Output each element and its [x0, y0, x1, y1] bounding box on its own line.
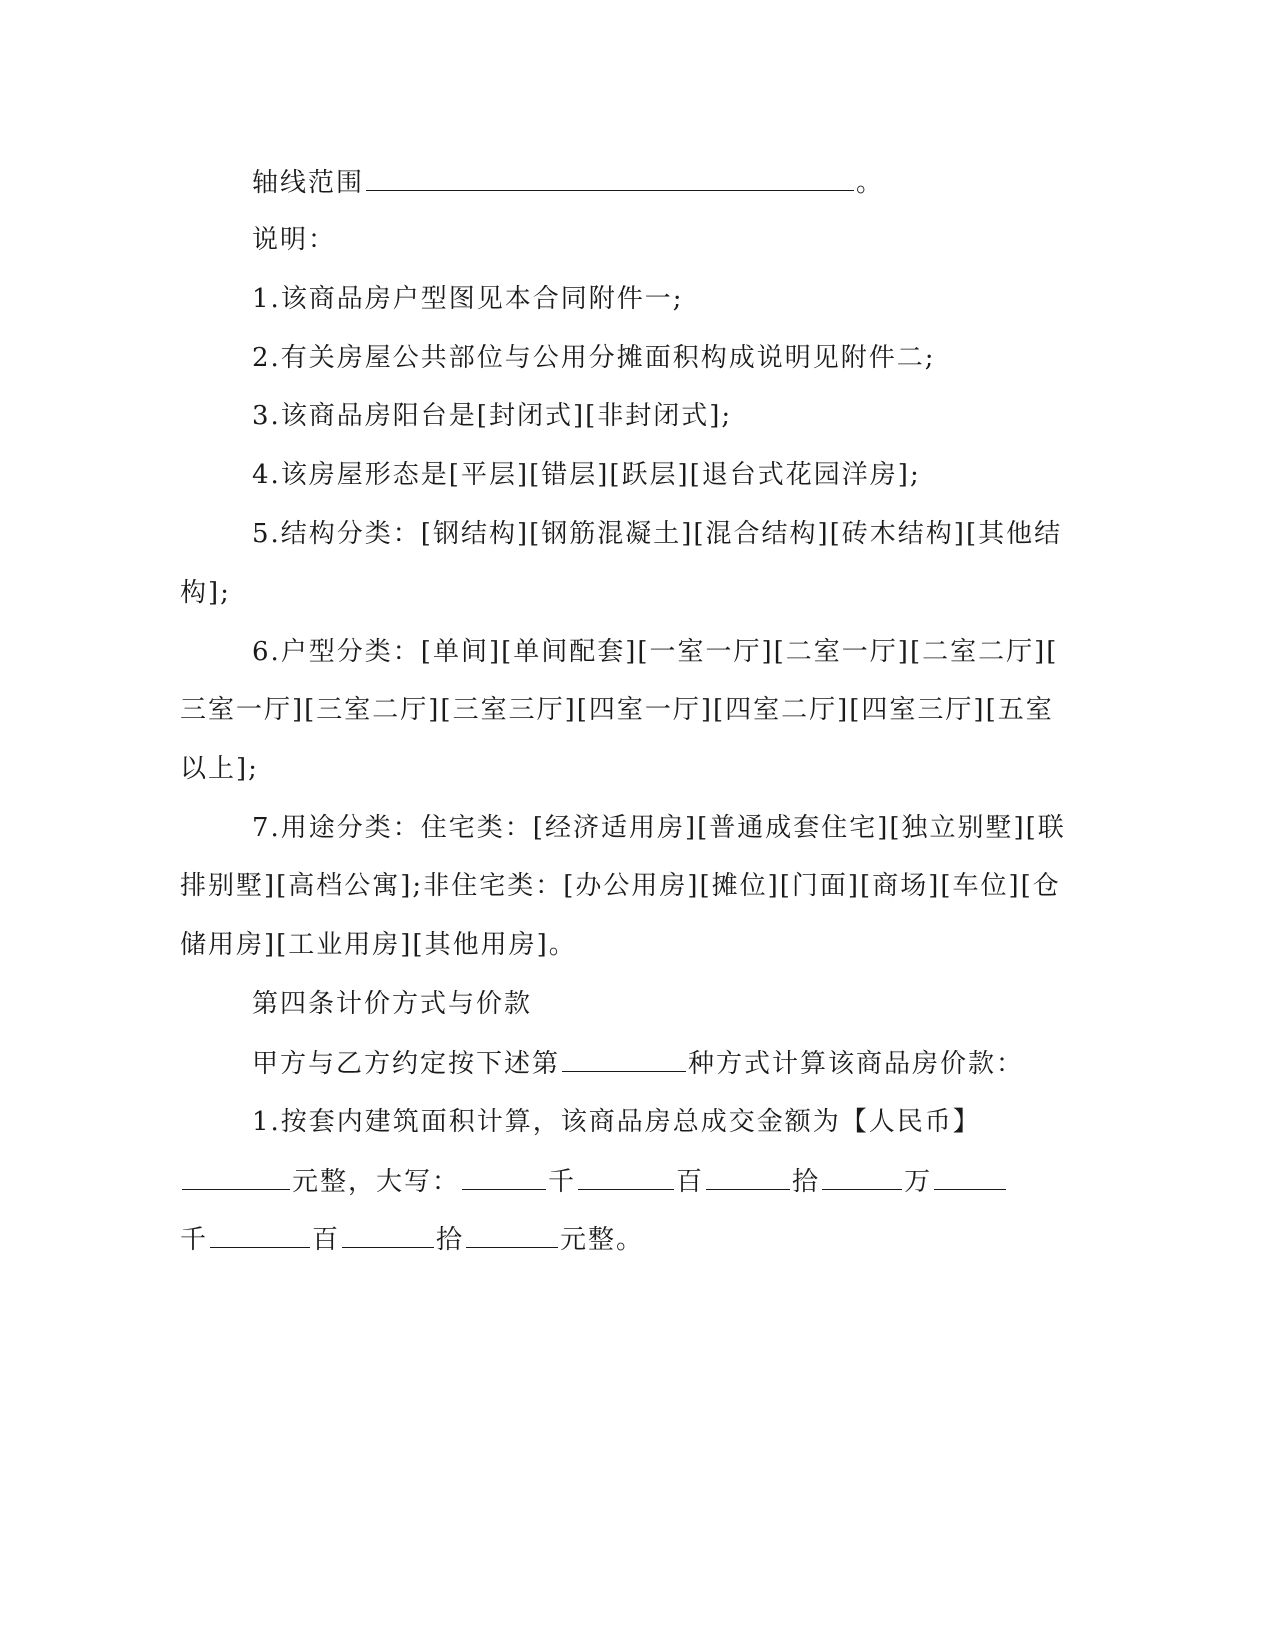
amount-shi-label: 拾 — [792, 1167, 821, 1197]
amount-qian-blank — [462, 1165, 546, 1190]
axis-range-blank — [366, 166, 854, 191]
note-item-6-line-1: 6.户型分类：[单间][单间配套][一室一厅][二室一厅][二室二厅][ — [252, 637, 1059, 667]
amount-line-3 — [180, 1223, 644, 1256]
pricing-item-1-line-1: 1.按套内建筑面积计算，该商品房总成交金额为【人民币】 — [252, 1107, 981, 1137]
amount-wan-label: 万 — [904, 1167, 933, 1197]
note-item-4: 4.该房屋形态是[平层][错层][跃层][退台式花园洋房]; — [252, 460, 921, 490]
amount-blank — [182, 1165, 290, 1190]
note-item-7-line-1: 7.用途分类：住宅类：[经济适用房][普通成套住宅][独立别墅][联 — [252, 813, 1066, 843]
note-item-1: 1.该商品房户型图见本合同附件一; — [252, 284, 684, 314]
amount-bai-label: 百 — [676, 1167, 705, 1197]
amount-wan-blank — [822, 1165, 902, 1190]
axis-range-end: 。 — [856, 168, 885, 198]
amount-shi-blank — [706, 1165, 790, 1190]
note-item-6-line-2: 三室一厅][三室二厅][三室三厅][四室一厅][四室二厅][四室三厅][五室 — [180, 695, 1054, 725]
article-4-title: 第四条计价方式与价款 — [252, 989, 533, 1019]
note-item-7-line-2: 排别墅][高档公寓];非住宅类：[办公用房][摊位][门面][商场][车位][仓 — [180, 871, 1061, 901]
note-item-2: 2.有关房屋公共部位与公用分摊面积构成说明见附件二; — [252, 343, 936, 373]
amount-line3-qian-label: 千 — [180, 1225, 209, 1255]
pricing-intro — [252, 1047, 1024, 1080]
amount-line-2 — [180, 1165, 1008, 1198]
pricing-intro-after: 种方式计算该商品房价款： — [688, 1049, 1025, 1079]
axis-range-label: 轴线范围 — [252, 168, 365, 198]
axis-range-line — [252, 166, 884, 199]
note-title: 说明： — [252, 225, 337, 255]
note-item-6-line-3: 以上]; — [180, 754, 259, 784]
note-item-7-line-3: 储用房][工业用房][其他用房]。 — [180, 930, 577, 960]
amount-line3-bai-blank — [210, 1223, 310, 1248]
amount-line3-yuan-blank — [466, 1223, 558, 1248]
amount-line3-yuan-label: 元整。 — [560, 1225, 645, 1255]
amount-line3-bai-label: 百 — [312, 1225, 341, 1255]
amount-qian-label: 千 — [548, 1167, 577, 1197]
pricing-method-blank — [562, 1047, 686, 1072]
note-item-5-line-1: 5.结构分类：[钢结构][钢筋混凝土][混合结构][砖木结构][其他结 — [252, 519, 1063, 549]
note-item-5-line-2: 构]; — [180, 578, 231, 608]
pricing-intro-before: 甲方与乙方约定按下述第 — [252, 1049, 561, 1079]
amount-trailing-blank — [934, 1165, 1006, 1190]
note-item-3: 3.该商品房阳台是[封闭式][非封闭式]; — [252, 401, 733, 431]
amount-bai-blank — [578, 1165, 674, 1190]
amount-line3-shi-blank — [342, 1223, 434, 1248]
amount-line3-shi-label: 拾 — [436, 1225, 465, 1255]
amount-yuan-label: 元整，大写： — [292, 1167, 461, 1197]
